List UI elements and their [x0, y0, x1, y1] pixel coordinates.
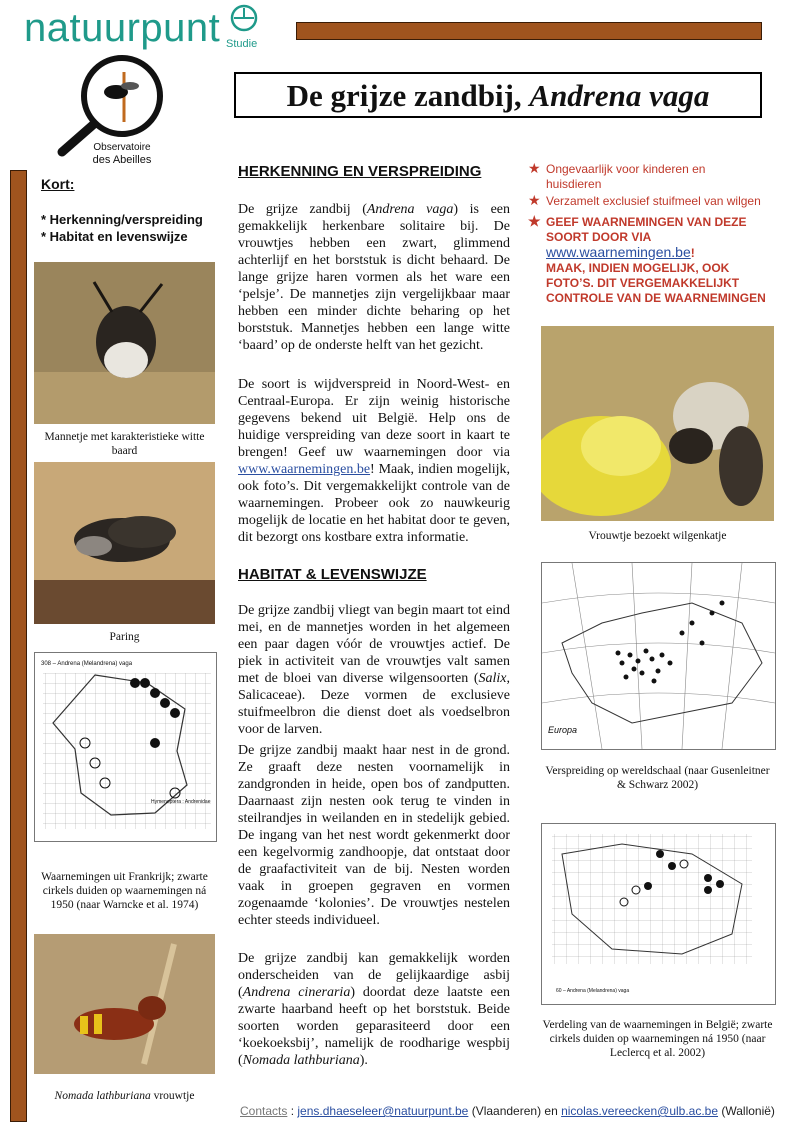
fact-bullet-2: ★ Verzamelt exclusief stuifmeel van wilgen — [528, 192, 761, 208]
svg-text:Hymenoptera : Andrenidae: Hymenoptera : Andrenidae — [151, 799, 211, 805]
world-distribution-map — [541, 562, 776, 750]
mating-photo — [34, 462, 215, 624]
star-icon: ★ — [528, 160, 541, 176]
habitat-paragraph-3: De grijze zandbij kan gemakkelijk worden onderscheiden van de gelijkaardige asbij (Andrena cineraria) doordat deze laatste een zwarte haarband heeft op het borststuk. Beide soorten worden geparasiteerd door een ‘koekoeksbij’, namelijk de roodharige wespbij (Nomada lathburiana). — [238, 951, 510, 1068]
herkenning-paragraph-2: De soort is wijdverspreid in Noord-West- en Centraal-Europa. Er zijn weinig historische gegevens bekend uit België. Help ons de huidige verspreiding van deze soort in kaart te brengen! Geef uw waarnemingen door via www.waarnemingen.be! Maak, indien mogelijk, ook foto’s. Dit vergemakkelijkt controle van de waarnemingen. Probeer ook zo nauwkeurig mogelijk de locatie en het habitat door te geven, dit bezorgt ons kostbare extra informatie. — [238, 377, 510, 545]
sidebar-bar — [10, 170, 27, 1122]
section-habitat-heading: HABITAT & LEVENSWIJZE — [238, 566, 427, 583]
brand-subtitle: Studie — [226, 38, 258, 50]
natuurpunt-emblem-icon — [230, 4, 258, 32]
callout-line-2: MAAK, INDIEN MOGELIJK, OOK FOTO’S. DIT VERGEMAKKELIJKT CONTROLE VAN DE WAARNEMINGEN — [546, 261, 766, 305]
star-icon: ★ — [528, 213, 541, 229]
waarnemingen-link[interactable]: www.waarnemingen.be — [238, 462, 371, 477]
kort-list — [41, 211, 203, 245]
world-map-caption: Verspreiding op wereldschaal (naar Gusenleitner & Schwarz 2002) — [545, 765, 770, 791]
brand-logo: natuurpunt — [24, 6, 221, 50]
female-bee-photo — [541, 326, 774, 521]
email-link-vlaanderen[interactable]: jens.dhaeseleer@natuurpunt.be — [297, 1104, 469, 1118]
mating-caption: Paring — [109, 631, 140, 643]
contacts-label: Contacts — [240, 1104, 288, 1118]
observatoire-logo — [52, 52, 182, 168]
kort-heading: Kort: — [41, 176, 75, 192]
callout-observations: ★ GEEF WAARNEMINGEN VAN DEZE SOORT DOOR VIA www.waarnemingen.be! MAAK, INDIEN MOGELIJK, OOK FOTO’S. DIT VERGEMAKKELIJKT CONTROLE VAN DE WAARNEMINGEN — [528, 215, 768, 306]
herkenning-paragraph-1: De grijze zandbij (Andrena vaga) is een gemakkelijk herkenbare solitaire bij. De vrouwtjes hebben een zwart, glimmend achterlijf en het borststuk is dicht behaard. De lange grijze haren vormen als het ware een ‘pelsje’. De mannetjes zijn vergelijkbaar maar hebben een minder dichte beharing op het borststuk. Mannetjes hebben een lange witte ‘baard’ op de onderste helft van het gezicht. — [238, 202, 510, 353]
svg-text:des Abeilles: des Abeilles — [92, 154, 152, 166]
belgium-distribution-map — [541, 823, 776, 1005]
page-title: De grijze zandbij, Andrena vaga — [234, 72, 762, 118]
habitat-paragraph-2: De grijze zandbij maakt haar nest in de grond. Ze graaft deze nesten voornamelijk in zandgronden in heide, open bos of zandputten. Daarnaast zijn nesten ook terug te vinden in steilrandjes in weilanden en in stedelijk gebied. De ingang van het nest wordt gekenmerkt door een kegelvormig zandhoopje, dat ontstaat door de graafactiviteit van de bij. Nesten worden vaak in groepen gegraven en vormen zogenaamde ‘kolonies’. De vrouwtjes nestelen echter steeds individueel. — [238, 743, 510, 928]
belgium-map-caption: Verdeling van de waarnemingen in België; zwarte cirkels duiden op waarnemingen ná 1950 (naar Leclercq et al. 2002) — [542, 1019, 773, 1059]
male-caption: Mannetje met karakteristieke witte baard — [44, 431, 205, 457]
email-link-wallonie[interactable]: nicolas.vereecken@ulb.ac.be — [561, 1104, 719, 1118]
fact-bullet-1: ★ Ongevaarlijk voor kinderen en huisdieren — [528, 160, 706, 191]
nomada-caption: Nomada lathburiana vrouwtje — [54, 1090, 195, 1102]
svg-text:308 – Andrena (Melandrena) vag: 308 – Andrena (Melandrena) vaga — [41, 661, 133, 667]
callout-waarnemingen-link[interactable]: www.waarnemingen.be — [546, 244, 691, 260]
star-icon: ★ — [528, 192, 541, 208]
callout-line-1: GEEF WAARNEMINGEN VAN DEZE SOORT DOOR VIA — [546, 215, 747, 244]
france-distribution-map — [34, 652, 217, 842]
male-bee-photo — [34, 262, 215, 424]
svg-text:60 – Andrena (Melandrena) vaga: 60 – Andrena (Melandrena) vaga — [556, 988, 630, 994]
france-map-caption: Waarnemingen uit Frankrijk; zwarte cirkels duiden op waarnemingen ná 1950 (naar Warncke et al. 1974) — [41, 871, 208, 911]
kort-item-herkenning: * Herkenning/verspreiding — [41, 212, 203, 227]
kort-item-habitat: * Habitat en levenswijze — [41, 229, 188, 244]
section-herkenning-heading: HERKENNING EN VERSPREIDING — [238, 163, 482, 180]
female-caption: Vrouwtje bezoekt wilgenkatje — [588, 530, 727, 542]
contacts-footer: Contacts : jens.dhaeseleer@natuurpunt.be (Vlaanderen) en nicolas.vereecken@ulb.ac.be (Wallonië) — [240, 1104, 775, 1118]
svg-text:Europa: Europa — [548, 725, 578, 735]
svg-text:Observatoire: Observatoire — [93, 142, 151, 153]
nomada-photo — [34, 934, 215, 1074]
header-bar — [296, 22, 762, 40]
habitat-paragraph-1: De grijze zandbij vliegt van begin maart tot eind mei, en de mannetjes worden in het algemeen een paar dagen vóór de vrouwtjes actief. De piek in activiteit van de vrouwtjes valt samen met de bloei van diverse wilgensoorten (Salix, Salicaceae). Deze vormen de exclusieve stuifmeelbron die dienst doet als voedselbron voor de larven. — [238, 603, 510, 737]
